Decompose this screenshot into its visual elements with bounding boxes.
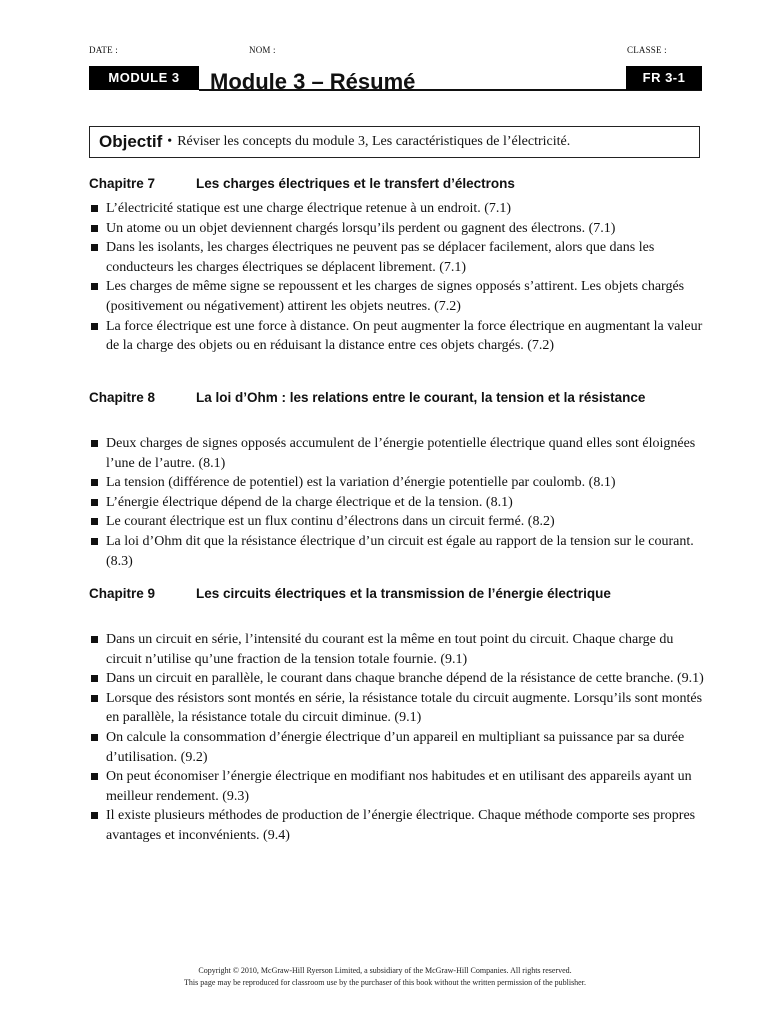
chapter-number: Chapitre 8 [89, 390, 156, 405]
list-item: On peut économiser l’énergie électrique en modifiant nos habitudes et en utilisant des appareils ayant un meilleur rendement. (9.3) [89, 767, 707, 806]
list-item: Dans un circuit en série, l’intensité du courant est la même en tout point du circuit. Chaque charge du circuit n’utilise qu’une fraction de la tension totale fournie. (9.1) [89, 630, 707, 669]
list-item: Un atome ou un objet deviennent chargés lorsqu’ils perdent ou gagnent des électrons. (7.1) [89, 219, 707, 239]
module-tag: MODULE 3 [89, 66, 199, 90]
list-item: L’électricité statique est une charge électrique retenue à un endroit. (7.1) [89, 199, 707, 219]
square-bullet-icon [91, 323, 98, 330]
title-bar [89, 66, 702, 94]
square-bullet-icon [91, 205, 98, 212]
square-bullet-icon [91, 675, 98, 682]
square-bullet-icon [91, 440, 98, 447]
chapter-number: Chapitre 7 [89, 176, 156, 191]
chapter-7-heading [89, 174, 709, 193]
chapter-title: Les circuits électriques et la transmission de l’énergie électrique [196, 586, 611, 601]
date-label: DATE : [89, 45, 118, 55]
list-item: La force électrique est une force à distance. On peut augmenter la force électrique en augmentant la valeur de la charge des objets ou en réduisant la distance entre ces objets chargés. (7.2) [89, 317, 707, 356]
objective-separator: • [167, 134, 173, 149]
chapter-9-bullets [89, 630, 707, 846]
square-bullet-icon [91, 518, 98, 525]
square-bullet-icon [91, 695, 98, 702]
list-item: Le courant électrique est un flux continu d’électrons dans un circuit fermé. (8.2) [89, 512, 707, 532]
chapter-7-bullets [89, 199, 707, 356]
chapter-title: La loi d’Ohm : les relations entre le courant, la tension et la résistance [196, 390, 646, 405]
square-bullet-icon [91, 225, 98, 232]
square-bullet-icon [91, 773, 98, 780]
square-bullet-icon [91, 244, 98, 251]
chapter-8-heading [89, 388, 709, 407]
objective-text: Réviser les concepts du module 3, Les caractéristiques de l’électricité. [177, 134, 571, 149]
list-item: L’énergie électrique dépend de la charge électrique et de la tension. (8.1) [89, 493, 707, 513]
page-title: Module 3 – Résumé [210, 69, 416, 94]
list-item: Dans un circuit en parallèle, le courant dans chaque branche dépend de la résistance de cette branche. (9.1) [89, 669, 707, 689]
square-bullet-icon [91, 636, 98, 643]
list-item: Il existe plusieurs méthodes de production de l’énergie électrique. Chaque méthode comporte ses propres avantages et inconvénients. (9.4) [89, 806, 707, 845]
list-item: La loi d’Ohm dit que la résistance électrique d’un circuit est égale au rapport de la tension sur le courant. (8.3) [89, 532, 707, 571]
chapter-title: Les charges électriques et le transfert d’électrons [196, 176, 515, 191]
square-bullet-icon [91, 734, 98, 741]
square-bullet-icon [91, 812, 98, 819]
square-bullet-icon [91, 479, 98, 486]
list-item: Deux charges de signes opposés accumulent de l’énergie potentielle électrique quand elles sont éloignées l’une de l’autre. (8.1) [89, 434, 707, 473]
footer-line-2: This page may be reproduced for classroom use by the purchaser of this book without the written permission of the publisher. [184, 978, 586, 987]
copyright-footer [0, 965, 770, 989]
square-bullet-icon [91, 499, 98, 506]
objective-label: Objectif [99, 132, 163, 151]
code-tag: FR 3-1 [626, 66, 702, 90]
chapter-8-bullets [89, 434, 707, 571]
chapter-number: Chapitre 9 [89, 586, 156, 601]
class-label: CLASSE : [627, 45, 667, 55]
list-item: On calcule la consommation d’énergie électrique d’un appareil en multipliant sa puissance par sa durée d’utilisation. (9.2) [89, 728, 707, 767]
list-item: La tension (différence de potentiel) est la variation d’énergie potentielle par coulomb. (8.1) [89, 473, 707, 493]
objective-box [89, 126, 700, 158]
square-bullet-icon [91, 283, 98, 290]
list-item: Dans les isolants, les charges électriques ne peuvent pas se déplacer facilement, alors que dans les conducteurs les charges électriques se déplacent librement. (7.1) [89, 238, 707, 277]
footer-line-1: Copyright © 2010, McGraw-Hill Ryerson Limited, a subsidiary of the McGraw-Hill Companies. All rights reserved. [198, 966, 572, 975]
square-bullet-icon [91, 538, 98, 545]
list-item: Lorsque des résistors sont montés en série, la résistance totale du circuit augmente. Lorsqu’ils sont montés en parallèle, la résistance totale du circuit diminue. (9.1) [89, 689, 707, 728]
name-label: NOM : [249, 45, 276, 55]
chapter-9-heading [89, 584, 709, 603]
list-item: Les charges de même signe se repoussent et les charges de signes opposés s’attirent. Les objets chargés (positivement ou négativement) attirent les objets neutres. (7.2) [89, 277, 707, 316]
